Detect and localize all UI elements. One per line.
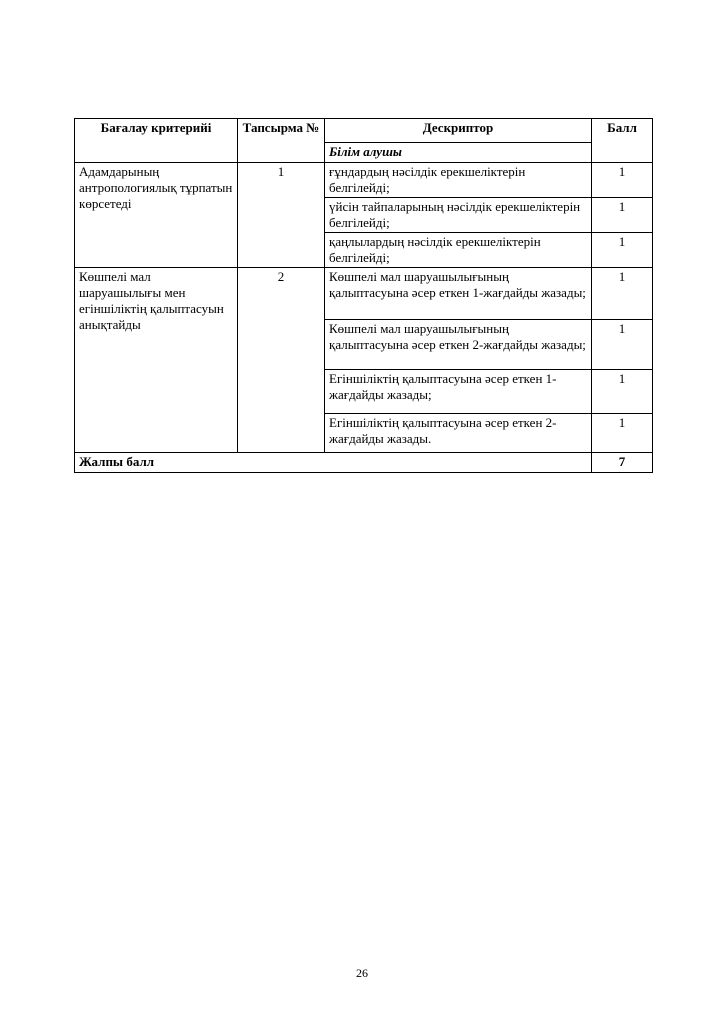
total-label: Жалпы балл <box>75 453 592 473</box>
score-cell: 1 <box>592 320 653 370</box>
header-descriptor: Дескриптор <box>325 119 592 143</box>
score-cell: 1 <box>592 163 653 198</box>
score-cell: 1 <box>592 268 653 320</box>
descriptor-cell: Егіншіліктің қалыптасуына әсер еткен 2-жағдайды жазады. <box>325 414 592 453</box>
header-row <box>75 119 653 143</box>
header-task: Тапсырма № <box>238 119 325 163</box>
descriptor-cell: ғұндардың нәсілдік ерекшеліктерін белгілейді; <box>325 163 592 198</box>
descriptor-cell: үйсін тайпаларының нәсілдік ерекшеліктерін белгілейді; <box>325 198 592 233</box>
assessment-criteria-table <box>74 118 653 473</box>
task-number-cell: 1 <box>238 163 325 268</box>
descriptor-cell: Көшпелі мал шаруашылығының қалыптасуына әсер еткен 1-жағдайды жазады; <box>325 268 592 320</box>
descriptor-cell: Егіншіліктің қалыптасуына әсер еткен 1-жағдайды жазады; <box>325 370 592 414</box>
descriptor-cell: қаңлылардың нәсілдік ерекшеліктерін белгілейді; <box>325 233 592 268</box>
table-row <box>75 268 653 320</box>
total-value: 7 <box>592 453 653 473</box>
subheader-learner: Білім алушы <box>325 143 592 163</box>
criteria-cell: Адамдарының антропологиялық тұрпатын көрсетеді <box>75 163 238 268</box>
criteria-cell: Көшпелі мал шаруашылығы мен егіншіліктің қалыптасуын анықтайды <box>75 268 238 453</box>
score-cell: 1 <box>592 233 653 268</box>
table-row <box>75 163 653 198</box>
total-row <box>75 453 653 473</box>
score-cell: 1 <box>592 198 653 233</box>
score-cell: 1 <box>592 414 653 453</box>
header-score: Балл <box>592 119 653 163</box>
task-number-cell: 2 <box>238 268 325 453</box>
page-number: 26 <box>356 966 368 980</box>
descriptor-cell: Көшпелі мал шаруашылығының қалыптасуына әсер еткен 2-жағдайды жазады; <box>325 320 592 370</box>
score-cell: 1 <box>592 370 653 414</box>
header-criteria: Бағалау критерийі <box>75 119 238 163</box>
